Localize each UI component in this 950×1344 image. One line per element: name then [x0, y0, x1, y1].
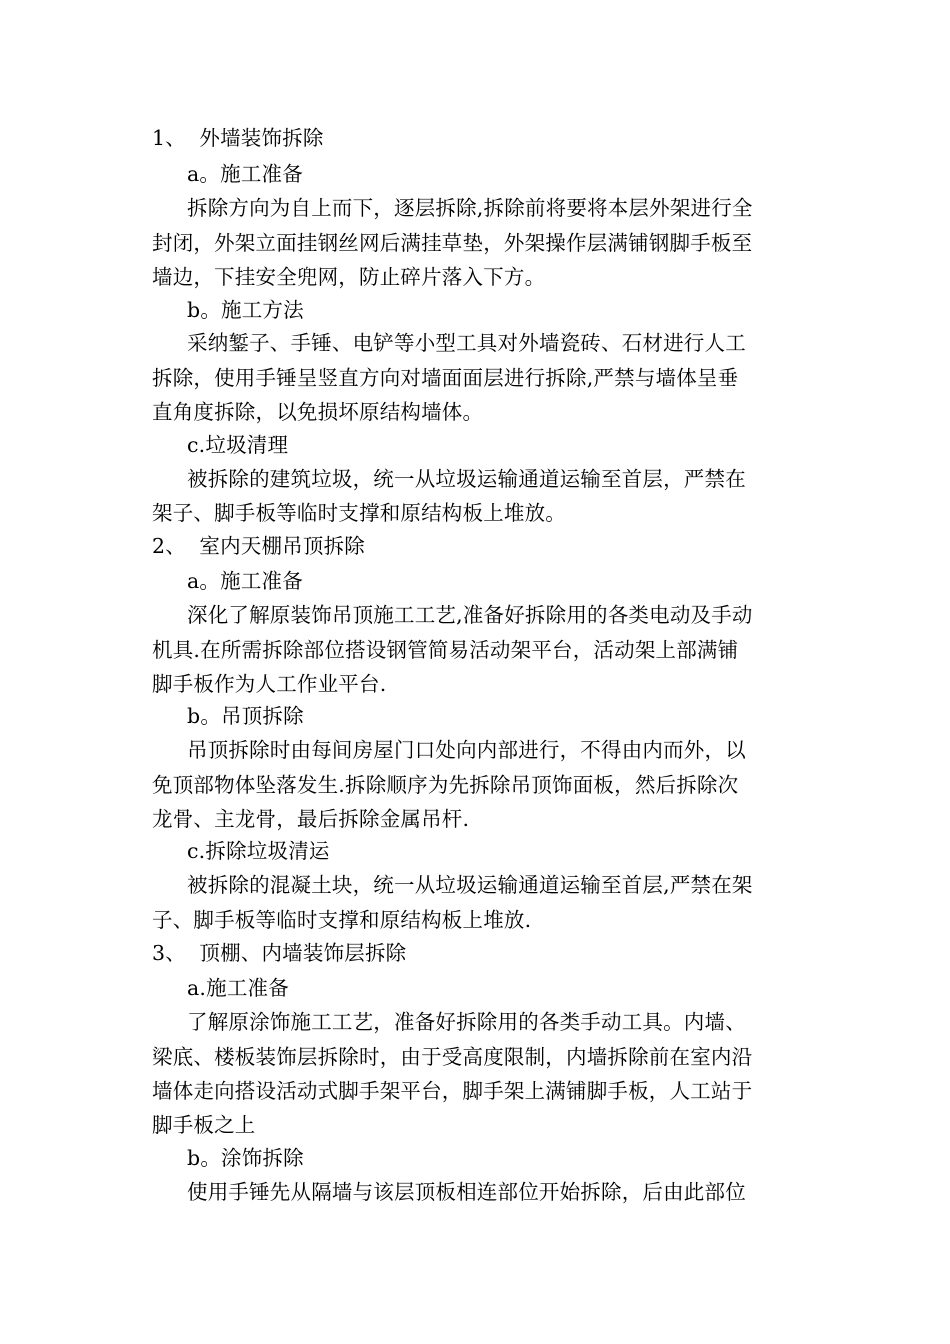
paragraph-line: 架子、脚手板等临时支撑和原结构板上堆放。: [152, 501, 566, 525]
subheading-3a: a.施工准备: [187, 976, 289, 1000]
paragraph-line: 采纳錾子、手锤、电铲等小型工具对外墙瓷砖、石材进行人工: [187, 331, 746, 355]
section-heading-3: 3、 顶棚、内墙装饰层拆除: [152, 941, 407, 965]
paragraph-line: 封闭，外架立面挂钢丝网后满挂草垫，外架操作层满铺钢脚手板至: [152, 231, 753, 255]
paragraph-line: 被拆除的建筑垃圾，统一从垃圾运输通道运输至首层，严禁在: [187, 467, 746, 491]
section-heading-1: 1、 外墙装饰拆除: [152, 126, 324, 150]
subheading-2a: a。施工准备: [187, 569, 303, 593]
paragraph-line: 了解原涂饰施工工艺，准备好拆除用的各类手动工具。内墙、: [187, 1010, 746, 1034]
paragraph-line: 拆除，使用手锤呈竖直方向对墙面面层进行拆除,严禁与墙体呈垂: [152, 366, 739, 390]
paragraph-line: 墙边，下挂安全兜网，防止碎片落入下方。: [152, 265, 546, 289]
paragraph-line: 免顶部物体坠落发生.拆除顺序为先拆除吊顶饰面板，然后拆除次: [152, 773, 739, 797]
subheading-2b: b。吊顶拆除: [187, 704, 304, 728]
paragraph-line: 拆除方向为自上而下，逐层拆除,拆除前将要将本层外架进行全: [187, 196, 753, 220]
paragraph-line: 脚手板作为人工作业平台.: [152, 672, 387, 696]
paragraph-line: 机具.在所需拆除部位搭设钢管简易活动架平台，活动架上部满铺: [152, 638, 739, 662]
paragraph-line: 被拆除的混凝土块，统一从垃圾运输通道运输至首层,严禁在架: [187, 873, 753, 897]
paragraph-line: 墙体走向搭设活动式脚手架平台，脚手架上满铺脚手板，人工站于: [152, 1079, 753, 1103]
paragraph-line: 吊顶拆除时由每间房屋门口处向内部进行，不得由内而外，以: [187, 738, 746, 762]
paragraph-line: 龙骨、主龙骨，最后拆除金属吊杆.: [152, 807, 470, 831]
subheading-1b: b。施工方法: [187, 298, 304, 322]
paragraph-line: 直角度拆除，以免损坏原结构墙体。: [152, 400, 484, 424]
section-heading-2: 2、 室内天棚吊顶拆除: [152, 534, 365, 558]
subheading-1c: c.垃圾清理: [187, 433, 289, 457]
subheading-3b: b。涂饰拆除: [187, 1146, 304, 1170]
paragraph-line: 子、脚手板等临时支撑和原结构板上堆放.: [152, 908, 532, 932]
subheading-2c: c.拆除垃圾清运: [187, 839, 330, 863]
paragraph-line: 脚手板之上: [152, 1113, 256, 1137]
paragraph-line: 梁底、楼板装饰层拆除时，由于受高度限制，内墙拆除前在室内沿: [152, 1045, 753, 1069]
paragraph-line: 深化了解原装饰吊顶施工工艺,准备好拆除用的各类电动及手动: [187, 603, 753, 627]
subheading-1a: a。施工准备: [187, 162, 303, 186]
paragraph-line: 使用手锤先从隔墙与该层顶板相连部位开始拆除，后由此部位: [187, 1180, 746, 1204]
